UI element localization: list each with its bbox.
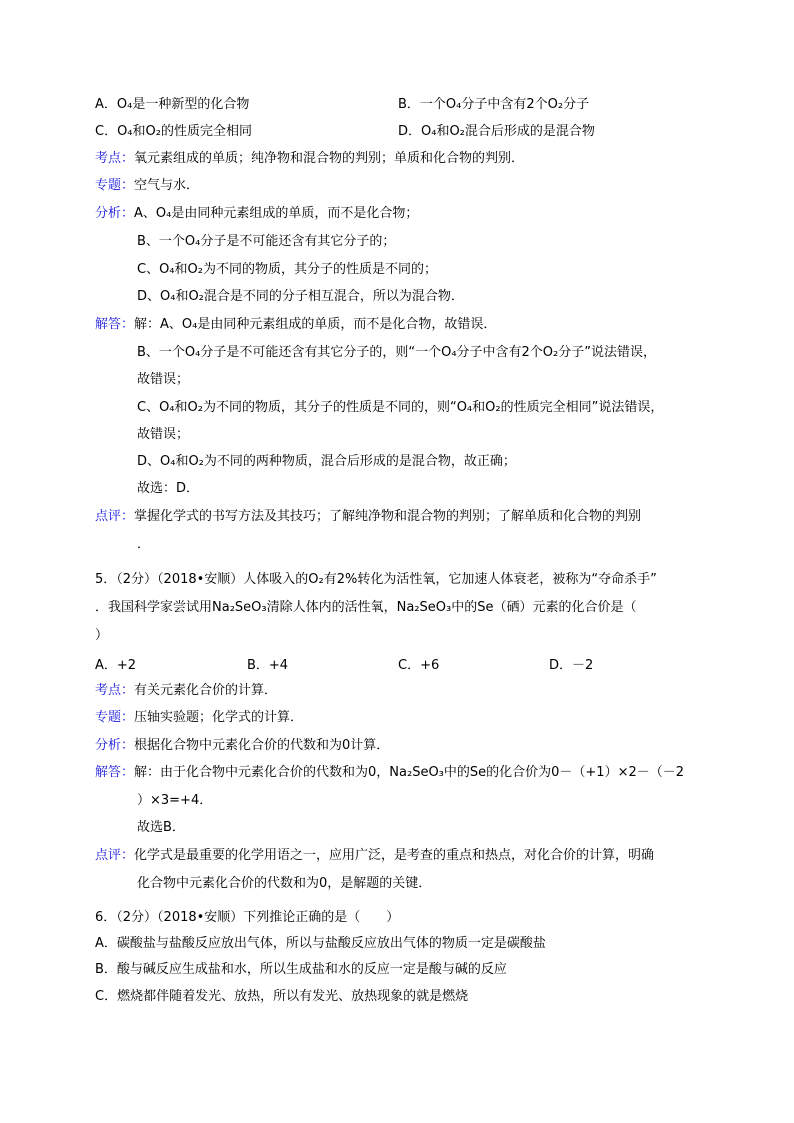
q4-option-c: C．O₄和O₂的性质完全相同 (95, 124, 252, 139)
fenxi-text: 根据化合物中元素化合价的代数和为0计算． (134, 738, 390, 753)
q4-zhuanti (95, 178, 199, 194)
q6-option-c: C．燃烧都伴随着发光、放热，所以有发光、放热现象的就是燃烧 (95, 989, 469, 1004)
q6-option-b: B．酸与碱反应生成盐和水，所以生成盐和水的反应一定是酸与碱的反应 (95, 962, 507, 977)
q5-jieda (95, 765, 684, 781)
jieda-label: 解答： (95, 317, 135, 332)
fenxi-label: 分析： (95, 738, 135, 753)
dianping-line: 掌握化学式的书写方法及其技巧；了解纯净物和混合物的判别；了解单质和化合物的判别 (134, 509, 642, 524)
kaodian-text: 有关元素化合价的计算． (134, 683, 278, 698)
kaodian-label: 考点： (95, 151, 135, 166)
q4-kaodian (95, 151, 524, 167)
zhuanti-label: 专题： (95, 710, 135, 725)
q5-option-a: A．+2 (95, 658, 137, 673)
jieda-line: ）×3=+4． (137, 793, 213, 808)
dianping-line: 化学式是最重要的化学用语之一，应用广泛，是考查的重点和热点，对化合价的计算，明确 (134, 848, 655, 863)
fenxi-line: B、一个O₄分子是不可能还含有其它分子的； (137, 234, 396, 249)
kaodian-label: 考点： (95, 683, 135, 698)
dianping-line: ． (137, 537, 151, 552)
jieda-line: 故错误； (137, 372, 190, 387)
jieda-line: 故选B． (137, 820, 185, 835)
q4-jieda (95, 317, 496, 333)
q5-stem-line: ） (95, 628, 109, 643)
fenxi-line: C、O₄和O₂为不同的物质，其分子的性质是不同的； (137, 262, 437, 277)
jieda-line: 故选：D． (137, 481, 200, 496)
q5-stem-line: 5．（2分）（2018•安顺）人体吸入的O₂有2%转化为活性氧，它加速人体衰老，被称为“夺命杀手” (95, 572, 657, 587)
q5-kaodian (95, 683, 277, 699)
jieda-line: B、一个O₄分子是不可能还含有其它分子的，则“一个O₄分子中含有2个O₂分子”说法错误， (137, 345, 656, 360)
q4-fenxi (95, 206, 418, 222)
q6-stem: 6．（2分）（2018•安顺）下列推论正确的是（ ） (95, 910, 400, 925)
q4-dianping (95, 509, 641, 525)
q5-option-d: D．－2 (549, 658, 594, 673)
dianping-line: 化合物中元素化合价的代数和为0，是解题的关键． (137, 876, 432, 891)
q6-option-a: A．碳酸盐与盐酸反应放出气体，所以与盐酸反应放出气体的物质一定是碳酸盐 (95, 936, 546, 951)
q5-option-c: C．+6 (398, 658, 440, 673)
q5-fenxi (95, 738, 389, 754)
jieda-label: 解答： (95, 765, 135, 780)
kaodian-text: 氧元素组成的单质；纯净物和混合物的判别；单质和化合物的判别． (134, 151, 525, 166)
jieda-line: 解：由于化合物中元素化合价的代数和为0，Na₂SeO₃中的Se的化合价为0－（+1）×2－（－2 (134, 765, 685, 780)
q5-stem-line: ．我国科学家尝试用Na₂SeO₃清除人体内的活性氧，Na₂SeO₃中的Se（硒）元素的化合价是（ (95, 600, 637, 615)
fenxi-label: 分析： (95, 206, 135, 221)
zhuanti-label: 专题： (95, 178, 135, 193)
q4-option-b: B．一个O₄分子中含有2个O₂分子 (398, 97, 590, 112)
dianping-label: 点评： (95, 509, 135, 524)
jieda-line: D、O₄和O₂为不同的两种物质，混合后形成的是混合物，故正确； (137, 454, 516, 469)
jieda-line: 解：A、O₄是由同种元素组成的单质，而不是化合物，故错误． (134, 317, 497, 332)
q5-dianping (95, 848, 654, 864)
q4-option-a: A．O₄是一种新型的化合物 (95, 97, 250, 112)
dianping-label: 点评： (95, 848, 135, 863)
q4-option-d: D．O₄和O₂混合后形成的是混合物 (398, 124, 595, 139)
fenxi-line: D、O₄和O₂混合是不同的分子相互混合，所以为混合物． (137, 289, 464, 304)
zhuanti-text: 压轴实验题；化学式的计算． (134, 710, 304, 725)
q5-zhuanti (95, 710, 303, 726)
jieda-line: 故错误； (137, 427, 190, 442)
q5-option-b: B．+4 (247, 658, 289, 673)
zhuanti-text: 空气与水． (134, 178, 200, 193)
fenxi-line: A、O₄是由同种元素组成的单质，而不是化合物； (134, 206, 419, 221)
jieda-line: C、O₄和O₂为不同的物质，其分子的性质是不同的，则“O₄和O₂的性质完全相同”说法错误， (137, 400, 664, 415)
